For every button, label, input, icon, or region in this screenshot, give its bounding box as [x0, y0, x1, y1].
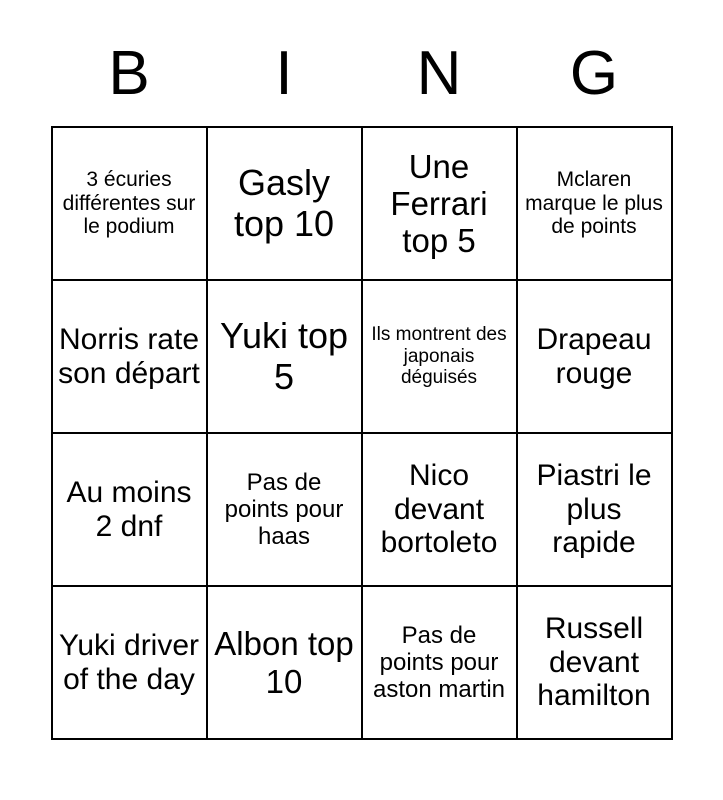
bingo-row	[52, 127, 672, 280]
title-letter-i: I	[275, 39, 293, 108]
title-letter-b: B	[108, 39, 150, 108]
bingo-cell[interactable]: Yuki top 5	[207, 280, 362, 433]
bingo-row	[52, 280, 672, 433]
bingo-cell[interactable]: 3 écuries différentes sur le podium	[52, 127, 207, 280]
bingo-cell[interactable]: Albon top 10	[207, 586, 362, 739]
bingo-cell[interactable]: Yuki driver of the day	[52, 586, 207, 739]
bingo-cell[interactable]: Au moins 2 dnf	[52, 433, 207, 586]
bingo-grid	[51, 126, 673, 740]
title-letter-g: G	[569, 39, 619, 108]
bingo-cell[interactable]: Gasly top 10	[207, 127, 362, 280]
bingo-row	[52, 433, 672, 586]
bingo-cell[interactable]: Piastri le plus rapide	[517, 433, 672, 586]
bingo-cell[interactable]: Pas de points pour aston martin	[362, 586, 517, 739]
bingo-cell[interactable]: Russell devant hamilton	[517, 586, 672, 739]
title-letter-n: N	[416, 39, 462, 108]
bingo-row	[52, 586, 672, 739]
bingo-cell[interactable]: Ils montrent des japonais déguisés	[362, 280, 517, 433]
bingo-cell[interactable]: Drapeau rouge	[517, 280, 672, 433]
bingo-cell[interactable]: Nico devant bortoleto	[362, 433, 517, 586]
bingo-cell[interactable]: Pas de points pour haas	[207, 433, 362, 586]
bingo-cell[interactable]: Norris rate son départ	[52, 280, 207, 433]
bingo-cell[interactable]: Mclaren marque le plus de points	[517, 127, 672, 280]
bingo-title	[52, 38, 672, 110]
bingo-cell[interactable]: Une Ferrari top 5	[362, 127, 517, 280]
